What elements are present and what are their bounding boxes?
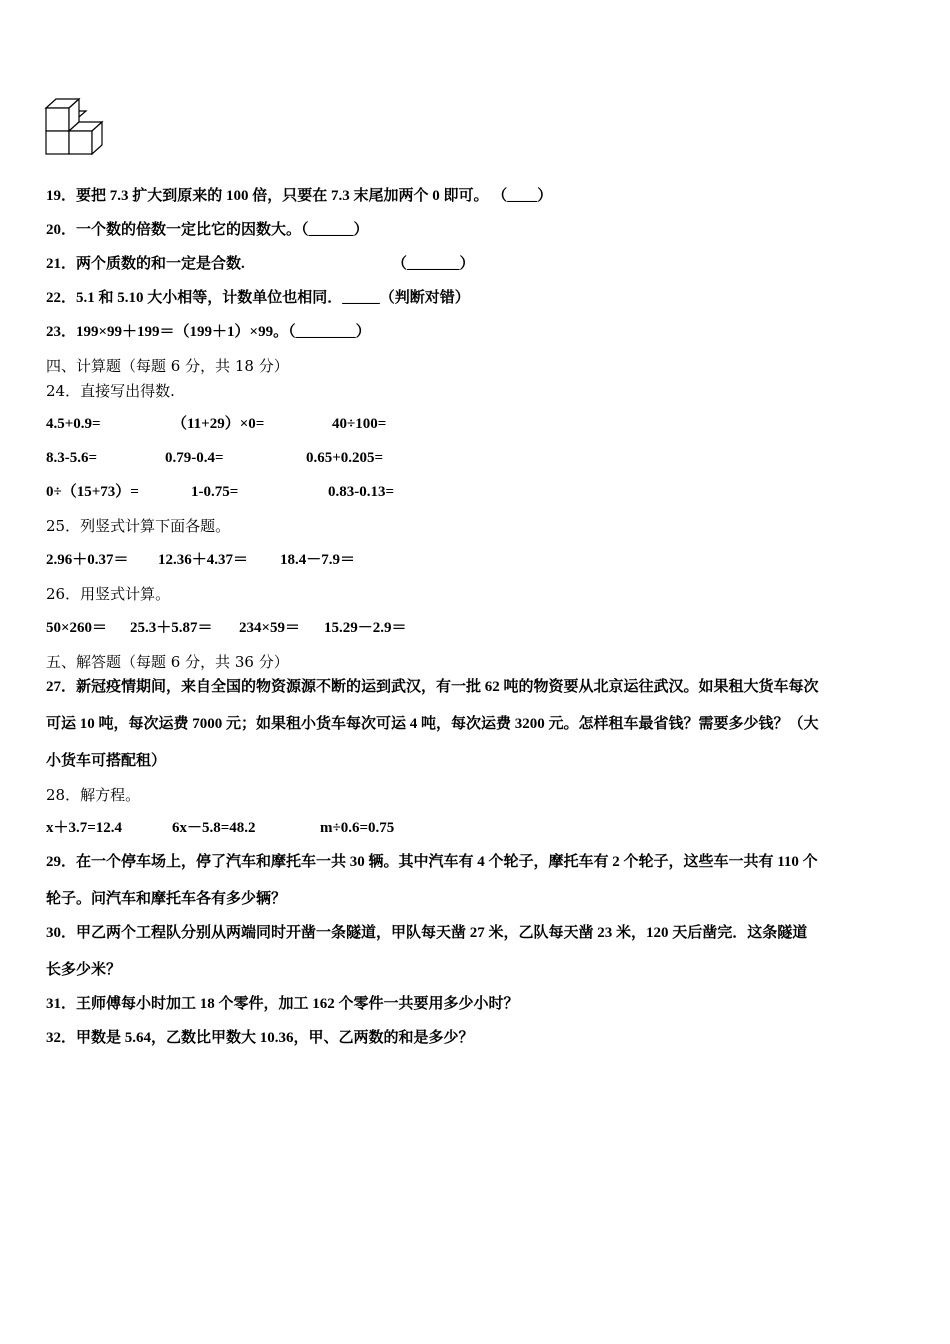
question-21: 21．两个质数的和一定是合数.	[46, 256, 245, 272]
question-22: 22．5.1 和 5.10 大小相等，计数单位也相同．_____（判断对错）	[46, 290, 470, 306]
cube-stack-icon	[44, 98, 106, 160]
question-27-line-3: 小货车可搭配租）	[46, 753, 167, 769]
vertical-calc-item: 50×260＝	[46, 620, 108, 636]
calc-cell: 8.3-5.6=	[46, 450, 98, 466]
calc-cell: 0.79-0.4=	[165, 450, 224, 466]
calc-cell: 0.65+0.205=	[306, 450, 384, 466]
question-27-line-2: 可运 10 吨，每次运费 7000 元；如果租小货车每次可运 4 吨，每次运费 3200 元。怎样租车最省钱？需要多少钱？（大	[46, 716, 819, 732]
calc-cell: 40÷100=	[332, 416, 387, 432]
question-29-line-2: 轮子。问汽车和摩托车各有多少辆？	[46, 891, 287, 907]
equation-item: x＋3.7=12.4	[46, 820, 123, 836]
calc-cell: 0÷（15+73）=	[46, 484, 139, 500]
question-32: 32．甲数是 5.64，乙数比甲数大 10.36，甲、乙两数的和是多少？	[46, 1030, 474, 1046]
question-27-line-1: 27．新冠疫情期间，来自全国的物资源源不断的运到武汉，有一批 62 吨的物资要从北京运往武汉。如果租大货车每次	[46, 679, 819, 695]
question-25-title: 25．列竖式计算下面各题。	[46, 517, 231, 535]
calc-cell: 4.5+0.9=	[46, 416, 101, 432]
section-4-heading: 四、计算题（每题 6 分，共 18 分）	[46, 357, 289, 375]
vertical-calc-item: 12.36＋4.37＝	[158, 552, 249, 568]
question-21-blank: （_______）	[392, 256, 475, 272]
vertical-calc-item: 15.29－2.9＝	[324, 620, 407, 636]
question-26-title: 26．用竖式计算。	[46, 585, 171, 603]
equation-item: m÷0.6=0.75	[320, 820, 395, 836]
question-20: 20．一个数的倍数一定比它的因数大。（______）	[46, 222, 369, 238]
section-5-heading: 五、解答题（每题 6 分，共 36 分）	[46, 653, 289, 671]
question-30-line-1: 30．甲乙两个工程队分别从两端同时开凿一条隧道，甲队每天凿 27 米，乙队每天凿 23 米，120 天后凿完．这条隧道	[46, 925, 808, 941]
question-23: 23．199×99＋199＝（199＋1）×99。（________）	[46, 324, 371, 340]
calc-cell: （11+29）×0=	[172, 416, 265, 432]
vertical-calc-item: 2.96＋0.37＝	[46, 552, 129, 568]
question-31: 31．王师傅每小时加工 18 个零件，加工 162 个零件一共要用多少小时？	[46, 996, 519, 1012]
question-28-title: 28．解方程。	[46, 786, 141, 804]
vertical-calc-item: 18.4－7.9＝	[280, 552, 356, 568]
calc-cell: 0.83-0.13=	[328, 484, 395, 500]
calc-cell: 1-0.75=	[191, 484, 239, 500]
question-24-title: 24．直接写出得数.	[46, 382, 175, 400]
question-29-line-1: 29．在一个停车场上，停了汽车和摩托车一共 30 辆。其中汽车有 4 个轮子，摩托车有 2 个轮子，这些车一共有 110 个	[46, 854, 818, 870]
question-19: 19．要把 7.3 扩大到原来的 100 倍，只要在 7.3 末尾加两个 0 即可。 （____）	[46, 188, 553, 204]
equation-item: 6x－5.8=48.2	[172, 820, 256, 836]
vertical-calc-item: 234×59＝	[239, 620, 301, 636]
vertical-calc-item: 25.3＋5.87＝	[130, 620, 213, 636]
question-30-line-2: 长多少米？	[46, 962, 122, 978]
